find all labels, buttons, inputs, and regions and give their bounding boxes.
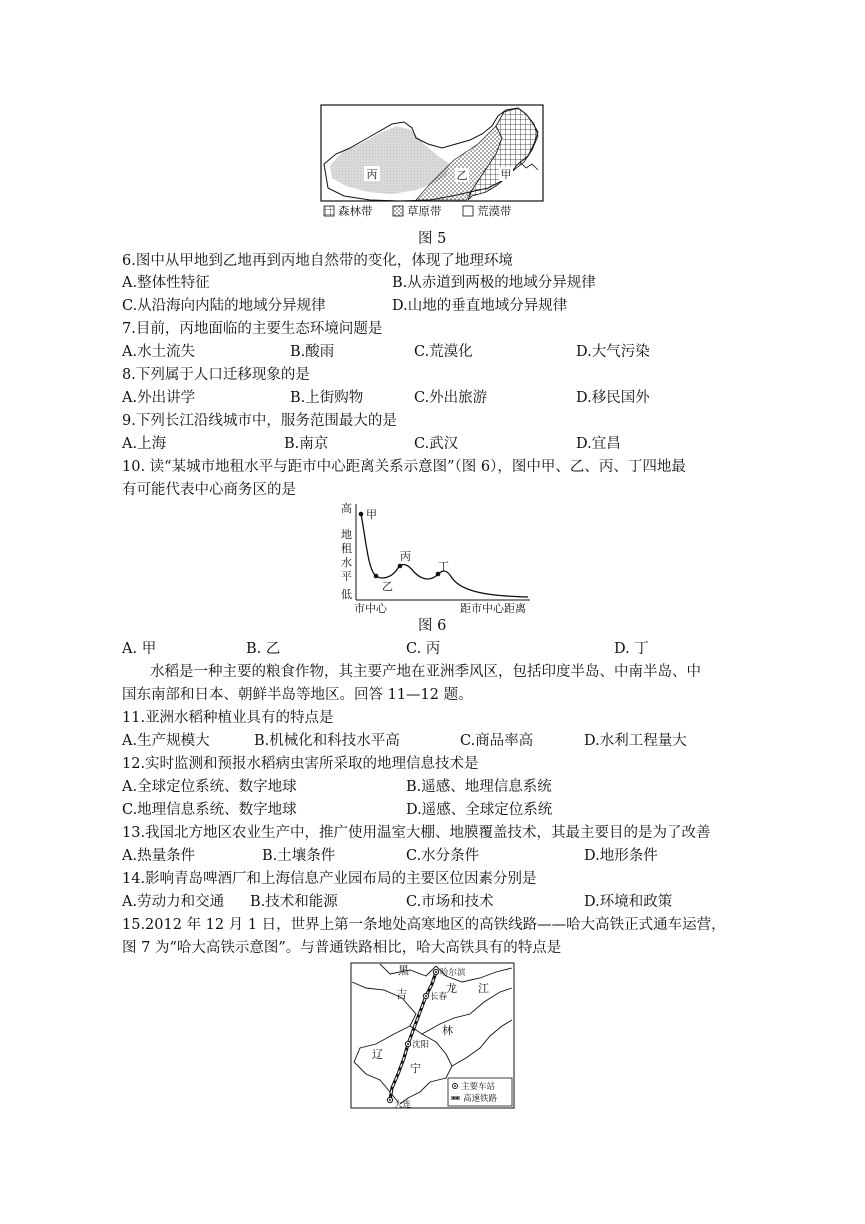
point-jia-label: 甲 (366, 508, 377, 521)
q10-option-d: D. 丁 (614, 641, 649, 657)
y-axis-label-2: 租 (341, 542, 352, 555)
q9-stem: 9.下列长江沿线城市中，服务范围最大的是 (122, 413, 397, 429)
legend-station-label: 主要车站 (461, 1082, 496, 1092)
point-bing-label: 丙 (400, 550, 411, 563)
passage-line2: 国东南部和日本、朝鲜半岛等地区。回答 11—12 题。 (122, 687, 473, 703)
q6-stem: 6.图中从甲地到乙地再到丙地自然带的变化，体现了地理环境 (122, 253, 513, 269)
figure-7-svg (350, 962, 516, 1110)
q7-option-b: B.酸雨 (290, 344, 335, 360)
q7-option-a: A.水土流失 (122, 344, 196, 360)
point-bing (398, 564, 403, 569)
q8-option-a: A.外出讲学 (122, 390, 196, 406)
q13-option-d: D.地形条件 (584, 848, 658, 864)
q12-option-c: C.地理信息系统、数字地球 (122, 802, 297, 818)
q6-option-b: B.从赤道到两极的地域分异规律 (392, 275, 596, 291)
q14-option-d: D.环境和政策 (584, 894, 673, 910)
q15-stem-line2: 图 7 为“哈大高铁示意图”。与普通铁路相比，哈大高铁具有的特点是 (122, 940, 562, 956)
q9-option-d: D.宜昌 (576, 436, 621, 452)
q11-option-b: B.机械化和科技水平高 (254, 733, 400, 749)
station-changchun-dot (425, 995, 427, 997)
y-axis-low-label: 低 (341, 588, 352, 601)
figure-7-map (350, 962, 516, 1110)
q14-option-b: B.技术和能源 (250, 894, 338, 910)
figure-5-map (320, 104, 546, 224)
city-shenyang: 沈阳 (412, 1040, 430, 1050)
y-axis-label-1: 地 (341, 528, 352, 541)
point-yi (374, 574, 379, 579)
x-axis-label: 距市中心距离 (460, 602, 526, 615)
province-ji: 吉 (396, 988, 407, 1001)
q13-stem: 13.我国北方地区农业生产中，推广使用温室大棚、地膜覆盖技术，其最主要目的是为了改善 (122, 825, 711, 841)
q7-option-c: C.荒漠化 (414, 344, 473, 360)
q14-option-a: A.劳动力和交通 (122, 894, 225, 910)
q8-option-b: B.上街购物 (290, 390, 364, 406)
q8-stem: 8.下列属于人口迁移现象的是 (122, 367, 310, 383)
legend-hsr-label: 高速铁路 (463, 1094, 498, 1104)
x-axis-origin-label: 市中心 (354, 602, 387, 615)
q11-option-a: A.生产规模大 (122, 733, 210, 749)
legend-forest-swatch (324, 206, 334, 216)
q11-option-d: D.水利工程量大 (584, 733, 687, 749)
city-changchun: 长春 (430, 992, 448, 1002)
q7-stem: 7.目前，丙地面临的主要生态环境问题是 (122, 321, 383, 337)
q6-option-d: D.山地的垂直地域分异规律 (392, 298, 568, 314)
legend-steppe-swatch (393, 206, 403, 216)
province-long: 龙 (446, 982, 457, 995)
figure-6-caption: 图 6 (418, 618, 447, 634)
q10-stem-line2: 有可能代表中心商务区的是 (122, 482, 296, 498)
legend-desert-swatch (463, 206, 473, 216)
province-hei: 黑 (398, 964, 409, 977)
q8-option-d: D.移民国外 (576, 390, 650, 406)
q11-option-c: C.商品率高 (460, 733, 534, 749)
q12-option-b: B.遥感、地理信息系统 (406, 779, 552, 795)
point-yi-label: 乙 (382, 580, 393, 593)
city-harbin: 哈尔滨 (440, 968, 466, 978)
y-axis-label-3: 水 (341, 556, 352, 569)
point-jia (359, 512, 364, 517)
legend-steppe-label: 草原带 (407, 204, 442, 218)
q7-option-d: D.大气污染 (576, 344, 650, 360)
point-ding-label: 丁 (438, 560, 449, 573)
label-bing: 丙 (366, 168, 378, 181)
legend-forest-label: 森林带 (338, 204, 373, 218)
city-dalian: 大连 (394, 1100, 412, 1110)
station-harbin-dot (435, 971, 437, 973)
y-axis-high-label: 高 (341, 502, 352, 515)
q13-option-a: A.热量条件 (122, 848, 196, 864)
province-ning: 宁 (410, 1062, 421, 1075)
q9-option-b: B.南京 (284, 436, 329, 452)
station-dalian-dot (389, 1099, 391, 1101)
q6-option-a: A.整体性特征 (122, 275, 210, 291)
q12-option-d: D.遥感、全球定位系统 (406, 802, 553, 818)
q8-option-c: C.外出旅游 (414, 390, 488, 406)
q10-stem-line1: 10. 读“某城市地租水平与距市中心距离关系示意图”（图 6），图中甲、乙、丙、丁四地最 (122, 459, 686, 475)
province-lin: 林 (442, 1024, 453, 1037)
y-axis-label-4: 平 (341, 570, 352, 583)
q6-option-c: C.从沿海向内陆的地域分异规律 (122, 298, 326, 314)
q9-option-a: A.上海 (122, 436, 167, 452)
q13-option-c: C.水分条件 (406, 848, 480, 864)
station-shenyang-dot (407, 1043, 409, 1045)
q9-option-c: C.武汉 (414, 436, 459, 452)
q13-option-b: B.土壤条件 (262, 848, 336, 864)
q10-option-b: B. 乙 (246, 641, 281, 657)
q12-stem: 12.实时监测和预报水稻病虫害所采取的地理信息技术是 (122, 756, 479, 772)
label-jia: 甲 (500, 168, 512, 181)
figure-6-svg (338, 500, 534, 616)
q12-option-a: A.全球定位系统、数字地球 (122, 779, 297, 795)
q10-option-c: C. 丙 (406, 641, 441, 657)
legend-desert-label: 荒漠带 (477, 204, 512, 218)
q15-stem-line1: 15.2012 年 12 月 1 日，世界上第一条地处高寒地区的高铁线路——哈大高铁正式通车运营， (122, 917, 726, 933)
figure-5-svg (320, 104, 546, 224)
passage-line1: 水稻是一种主要的粮食作物，其主要产地在亚洲季风区，包括印度半岛、中南半岛、中 (150, 664, 701, 680)
province-jiang: 江 (478, 982, 489, 995)
q11-stem: 11.亚洲水稻种植业具有的特点是 (122, 710, 334, 726)
province-liao: 辽 (372, 1048, 383, 1061)
figure-6-chart (338, 500, 534, 616)
legend-station-swatch-dot (454, 1085, 456, 1087)
q10-option-a: A. 甲 (122, 641, 157, 657)
q14-option-c: C.市场和技术 (406, 894, 494, 910)
figure-5-caption: 图 5 (418, 231, 447, 247)
q14-stem: 14.影响青岛啤酒厂和上海信息产业园布局的主要区位因素分别是 (122, 871, 537, 887)
label-yi: 乙 (456, 169, 468, 182)
